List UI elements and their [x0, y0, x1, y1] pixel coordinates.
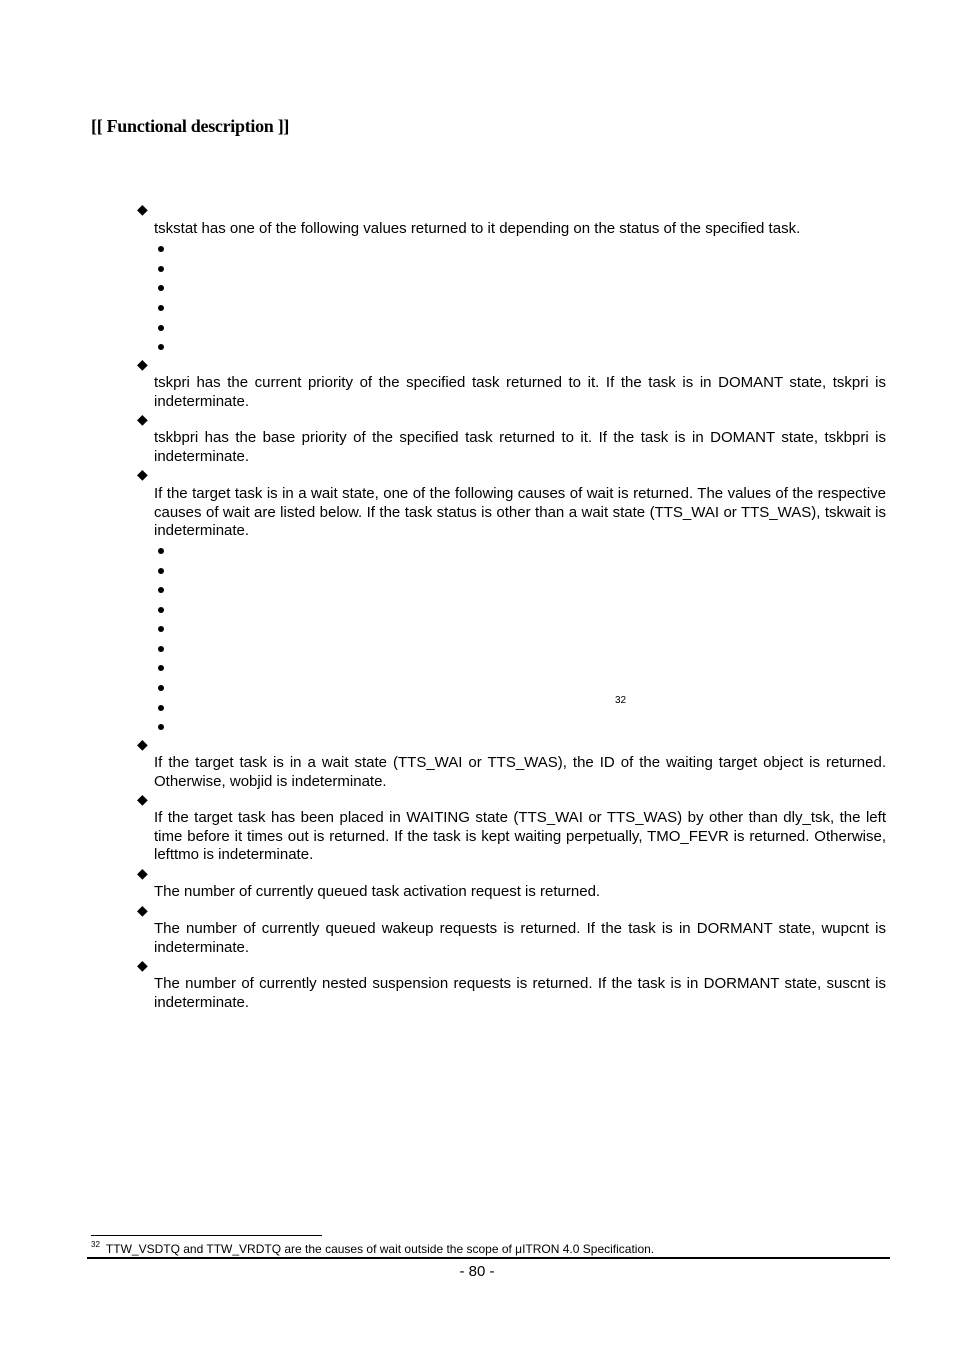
diamond-bullet-icon: ◆ [137, 902, 148, 918]
page-number: - 80 - [459, 1263, 495, 1280]
paragraph-wupcnt: The number of currently queued wakeup requests is returned. If the task is in DORMANT state, wupcnt is indeterminate. [154, 920, 886, 956]
list-bullet-icon [158, 344, 164, 350]
list-bullet-icon [158, 285, 164, 291]
list-bullet-icon [158, 685, 164, 691]
list-bullet-icon [158, 325, 164, 331]
diamond-bullet-icon: ◆ [137, 865, 148, 881]
list-bullet-icon [158, 568, 164, 574]
diamond-bullet-icon: ◆ [137, 791, 148, 807]
list-bullet-icon [158, 665, 164, 671]
diamond-bullet-icon: ◆ [137, 411, 148, 427]
footnote-number: 32 [91, 1240, 100, 1249]
paragraph-tskbpri: tskbpri has the base priority of the specified task returned to it. If the task is in DOMANT state, tskbpri is indeterminate. [154, 429, 886, 465]
list-bullet-icon [158, 266, 164, 272]
diamond-bullet-icon: ◆ [137, 466, 148, 482]
list-bullet-icon [158, 646, 164, 652]
list-bullet-icon [158, 587, 164, 593]
list-bullet-icon [158, 246, 164, 252]
paragraph-suscnt: The number of currently nested suspension requests is returned. If the task is in DORMANT state, suscnt is indeterminate. [154, 975, 886, 1011]
diamond-bullet-icon: ◆ [137, 736, 148, 752]
list-bullet-icon [158, 548, 164, 554]
list-bullet-icon [158, 305, 164, 311]
paragraph-wobjid: If the target task is in a wait state (TTS_WAI or TTS_WAS), the ID of the waiting target object is returned. Otherwise, wobjid is indeterminate. [154, 754, 886, 790]
footnote-marker: 32 [615, 695, 627, 706]
list-bullet-icon [158, 607, 164, 613]
list-bullet-icon [158, 724, 164, 730]
diamond-bullet-icon: ◆ [137, 201, 148, 217]
page-footer-rule [87, 1257, 890, 1259]
footnote [91, 1242, 654, 1256]
list-bullet-icon [158, 705, 164, 711]
diamond-bullet-icon: ◆ [137, 356, 148, 372]
paragraph-lefttmo: If the target task has been placed in WAITING state (TTS_WAI or TTS_WAS) by other than dly_tsk, the left time before it times out is returned. If the task is kept waiting perpetually, TMO_FEVR is returned. Otherwise, lefttmo is indeterminate. [154, 809, 886, 864]
diamond-bullet-icon: ◆ [137, 957, 148, 973]
paragraph-tskpri: tskpri has the current priority of the specified task returned to it. If the task is in DOMANT state, tskpri is indeterminate. [154, 374, 886, 410]
paragraph-tskwait: If the target task is in a wait state, one of the following causes of wait is returned. The values of the respective causes of wait are listed below. If the task status is other than a wait state (TTS_WAI or TTS_WAS), tskwait is indeterminate. [154, 485, 886, 540]
footnote-text: TTW_VSDTQ and TTW_VRDTQ are the causes of wait outside the scope of μITRON 4.0 Specification. [105, 1242, 655, 1256]
footnote-separator [91, 1235, 322, 1236]
section-heading: [[ Functional description ]] [91, 116, 290, 136]
paragraph-actcnt: The number of currently queued task activation request is returned. [154, 883, 601, 900]
paragraph-tskstat: tskstat has one of the following values returned to it depending on the status of the specified task. [154, 220, 801, 237]
list-bullet-icon [158, 626, 164, 632]
